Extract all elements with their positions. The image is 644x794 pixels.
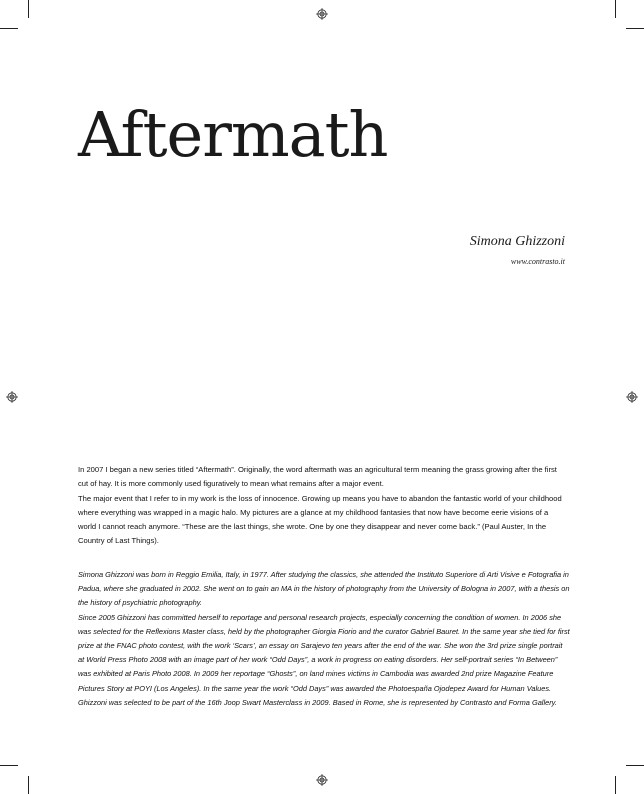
crop-mark-top-right-h	[626, 28, 644, 29]
biography-paragraph: Simona Ghizzoni was born in Reggio Emilia, Italy, in 1977. After studying the classics, she attended the Instituto Superiore di Arti Visive e Fotografia in Padua, where she graduated in 2002. She went on to gain an MA in the history of photography from the University of Bologna in 2007, with a thesis on the history of psychiatric photography.	[78, 570, 570, 608]
artist-statement	[78, 463, 568, 549]
crop-mark-top-left-h	[0, 28, 18, 29]
crop-mark-top-left-v	[28, 0, 29, 18]
registration-mark-left-icon	[6, 391, 18, 403]
document-title: Aftermath	[78, 98, 388, 171]
registration-mark-right-icon	[626, 391, 638, 403]
registration-mark-top-icon	[316, 8, 328, 20]
artist-biography	[78, 568, 570, 710]
crop-mark-bottom-left-h	[0, 765, 18, 766]
crop-mark-bottom-right-v	[615, 776, 616, 794]
biography-paragraph: Since 2005 Ghizzoni has committed herself to reportage and personal research projects, especially concerning the condition of women. In 2006 she was selected for the Reflexions Master class, held by the photographer Giorgia Fiorio and the curator Gabriel Bauret. In the same year she tied for first prize at the FNAC photo contest, with the work ‘Scars’, an essay on Sarajevo ten years after the end of the war. She won the 3rd prize single portrait at World Press Photo 2008 with an image part of her work “Odd Days”, a work in progress on eating disorders. Her self-portrait series “In Between” was exhibited at Paris Photo 2008. In 2009 her reportage “Ghosts”, on land mines victims in Cambodia was awarded 2nd prize Magazine Feature Pictures Story at POYI (Los Angeles). In the same year the work “Odd Days” was awarded the Photoespaña Ojodepez Award for Human Values. Ghizzoni was selected to be part of the 16th Joop Swart Masterclass in 2009. Based in Rome, she is represented by Contrasto and Forma Gallery.	[78, 612, 570, 707]
statement-paragraph: The major event that I refer to in my work is the loss of innocence. Growing up means you have to abandon the fantastic world of your childhood where everything was wrapped in a magic halo. My pictures are a glance at my childhood fantasies that now have become eerie visions of a world I cannot reach anymore. “These are the last things, she wrote. One by one they disappear and never come back.” (Paul Auster, In the Country of Last Things).	[78, 493, 562, 546]
author-name: Simona Ghizzoni	[469, 234, 565, 249]
statement-paragraph: In 2007 I began a new series titled “Aftermath”. Originally, the word aftermath was an agricultural term meaning the grass growing after the first cut of hay. It is more commonly used figuratively to mean what remains after a major event.	[78, 465, 557, 489]
crop-mark-top-right-v	[615, 0, 616, 18]
crop-mark-bottom-left-v	[28, 776, 29, 794]
crop-mark-bottom-right-h	[626, 765, 644, 766]
website-url: www.contrasto.it	[510, 257, 565, 266]
registration-mark-bottom-icon	[316, 774, 328, 786]
